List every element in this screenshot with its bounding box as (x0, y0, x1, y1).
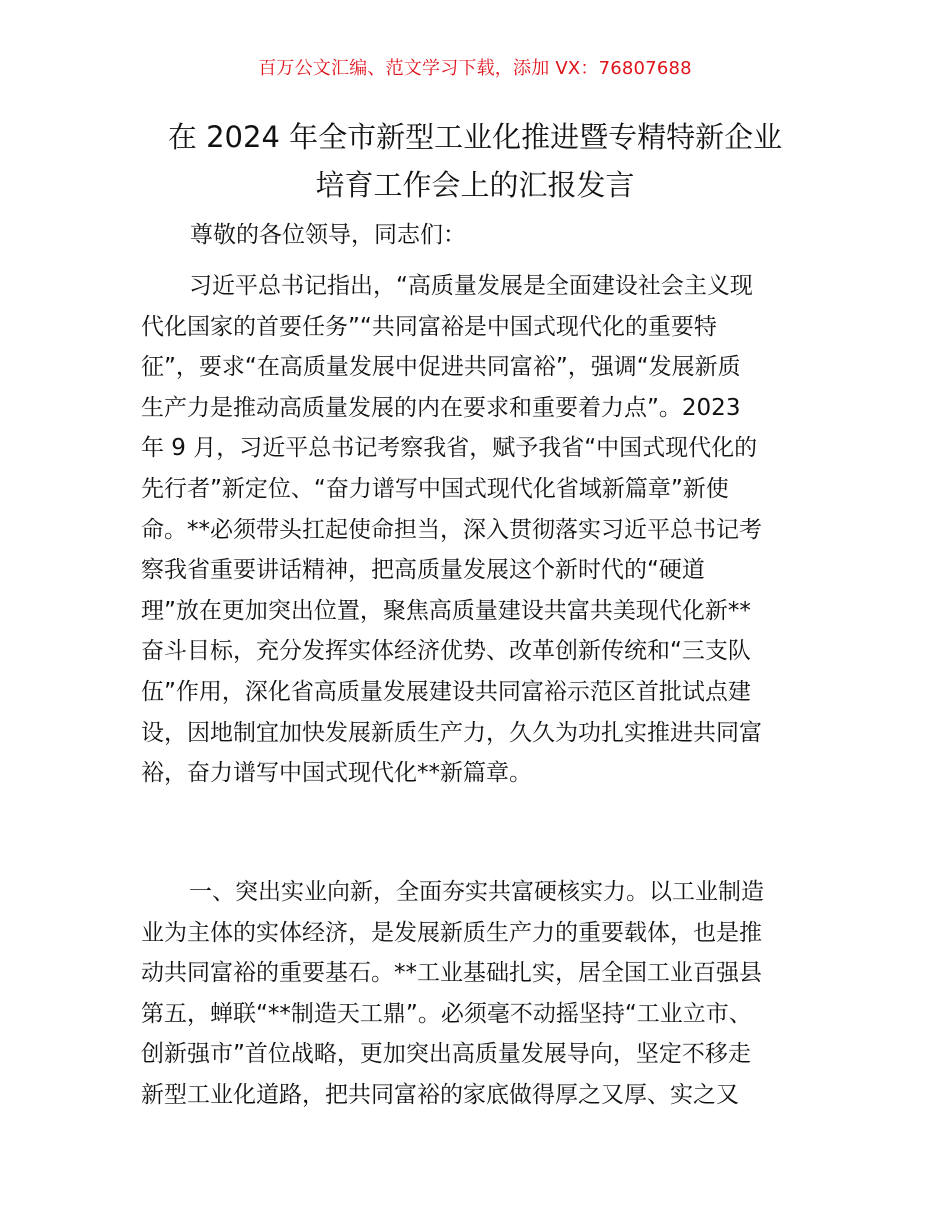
text-line: 创新强市”首位战略，更加突出高质量发展导向，坚定不移走 (141, 1041, 751, 1068)
title-line: 在 2024 年全市新型工业化推进暨专精特新企业 (167, 120, 783, 154)
text-line: 一、突出实业向新，全面夯实共富硬核实力。以工业制造 (189, 879, 764, 905)
watermark-banner: 百万公文汇编、范文学习下载，添加 VX：76807688 (258, 58, 692, 79)
text-line: 设，因地制宜加快发展新质生产力，久久为功扎实推进共同富 (141, 719, 762, 746)
paragraph-1 (141, 266, 811, 794)
text-line: 理”放在更加突出位置，聚焦高质量建设共富共美现代化新** (141, 597, 751, 624)
text-line: 第五，蝉联“**制造天工鼎”。必须毫不动摇坚持“工业立市、 (141, 1000, 752, 1027)
text-line: 动共同富裕的重要基石。**工业基础扎实，居全国工业百强县 (141, 960, 762, 987)
text-line: 代化国家的首要任务”“共同富裕是中国式现代化的重要特 (141, 313, 717, 340)
text-line: 命。**必须带头扛起使命担当，深入贯彻落实习近平总书记考 (141, 516, 762, 543)
salutation: 尊敬的各位领导，同志们： (190, 222, 466, 248)
paragraph-2 (141, 872, 811, 1116)
title-line: 培育工作会上的汇报发言 (315, 168, 635, 202)
text-line: 新型工业化道路，把共同富裕的家底做得厚之又厚、实之又 (141, 1081, 739, 1108)
text-line: 裕，奋力谱写中国式现代化**新篇章。 (141, 760, 532, 787)
text-line: 察我省重要讲话精神，把高质量发展这个新时代的“硬道 (141, 557, 705, 584)
text-line: 征”，要求“在高质量发展中促进共同富裕”，强调“发展新质 (141, 354, 741, 381)
text-line: 生产力是推动高质量发展的内在要求和重要着力点”。2023 (141, 394, 741, 421)
text-line: 业为主体的实体经济，是发展新质生产力的重要载体，也是推 (141, 919, 762, 946)
text-line: 习近平总书记指出，“高质量发展是全面建设社会主义现 (189, 273, 753, 299)
text-line: 先行者”新定位、“奋力谱写中国式现代化省域新篇章”新使 (141, 475, 729, 502)
text-line: 伍”作用，深化省高质量发展建设共同富裕示范区首批试点建 (141, 678, 751, 705)
text-line: 奋斗目标，充分发挥实体经济优势、改革创新传统和“三支队 (141, 638, 751, 665)
document-title (120, 113, 830, 209)
text-line: 年 9 月，习近平总书记考察我省，赋予我省“中国式现代化的 (141, 435, 758, 462)
